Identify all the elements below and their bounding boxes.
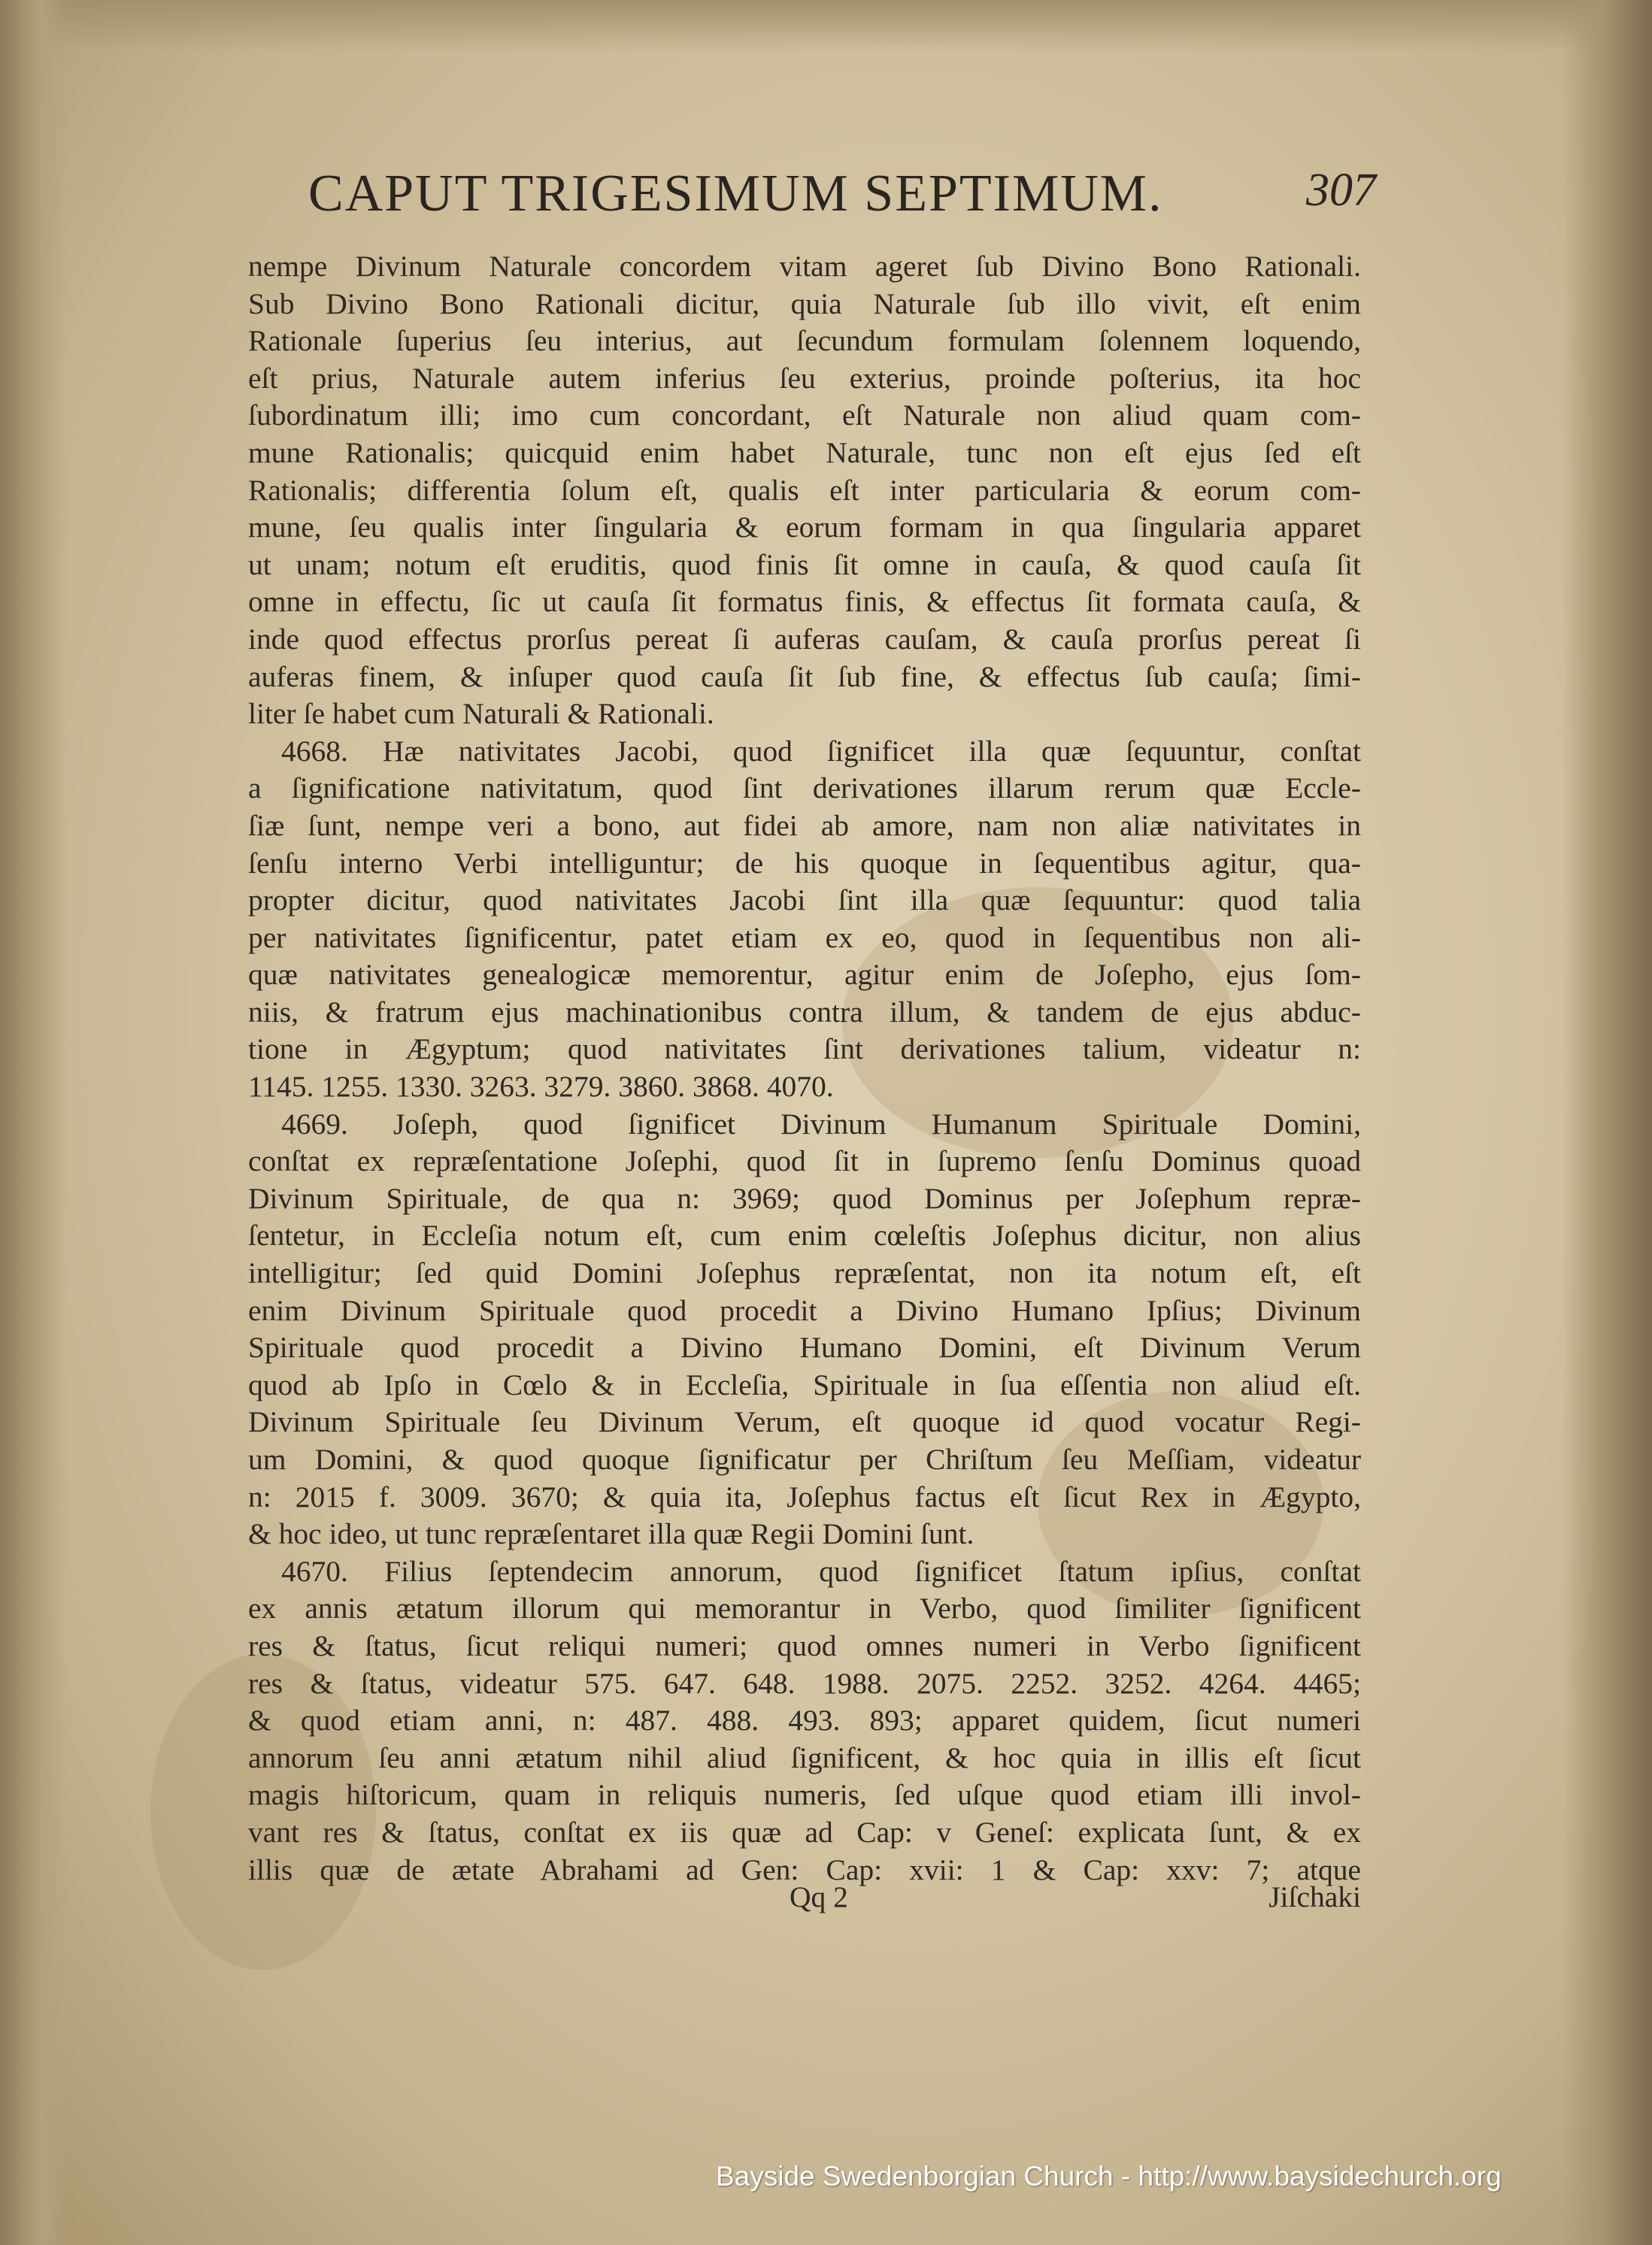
text-line: annorum ſeu anni ætatum nihil aliud ſignificent, & hoc quia in illis eſt ſicut — [248, 1741, 1361, 1774]
text-line: vant res & ſtatus, conſtat ex iis quæ ad Cap: v Geneſ: explicata ſunt, & ex — [248, 1815, 1361, 1849]
text-line: ſentetur, in Eccleſia notum eſt, cum enim cœleſtis Joſephus dicitur, non alius — [248, 1219, 1361, 1253]
paragraph-4669-start: 4669. Joſeph, quod ſignificet Divinum Humanum Spirituale Domini, — [281, 1107, 1361, 1141]
text-line: ſiæ ſunt, nempe veri a bono, aut fidei ab amore, nam non aliæ nativitates in — [248, 808, 1361, 842]
text-line: auferas finem, & inſuper quod cauſa ſit ſub fine, & effectus ſub cauſa; ſimi- — [248, 659, 1361, 693]
text-line: ſenſu interno Verbi intelliguntur; de his quoque in ſequentibus agitur, qua- — [248, 846, 1361, 880]
running-head: CAPUT TRIGESIMUM SEPTIMUM. — [308, 165, 1163, 223]
text-line: conſtat ex repræſentatione Joſephi, quod ſit in ſupremo ſenſu Dominus quoad — [248, 1144, 1361, 1178]
text-line: Divinum Spirituale, de qua n: 3969; quod Dominus per Joſephum repræ- — [248, 1181, 1361, 1215]
text-line: nempe Divinum Naturale concordem vitam ageret ſub Divino Bono Rationali. — [248, 250, 1361, 283]
text-line: ſubordinatum illi; imo cum concordant, eſt Naturale non aliud quam com- — [248, 398, 1361, 432]
text-line: Divinum Spirituale ſeu Divinum Verum, eſt quoque id quod vocatur Regi- — [248, 1405, 1361, 1439]
body-text — [248, 248, 1361, 1889]
page-footer — [248, 1880, 1361, 1917]
text-line: ut unam; notum eſt eruditis, quod finis ſit omne in cauſa, & quod cauſa ſit — [248, 547, 1361, 581]
page-shadow-right — [1562, 0, 1652, 2245]
text-line: propter dicitur, quod nativitates Jacobi ſint illa quæ ſequuntur: quod talia — [248, 883, 1361, 917]
paragraph-end-line: & hoc ideo, ut tunc repræſentaret illa quæ Regii Domini ſunt. — [248, 1517, 975, 1551]
text-line: n: 2015 f. 3009. 3670; & quia ita, Joſephus factus eſt ſicut Rex in Ægypto, — [248, 1480, 1361, 1513]
text-line: intelligitur; ſed quid Domini Joſephus repræſentat, non ita notum eſt, eſt — [248, 1256, 1361, 1290]
text-line: inde quod effectus prorſus pereat ſi auferas cauſam, & cauſa prorſus pereat ſi — [248, 622, 1361, 656]
watermark-caption: Bayside Swedenborgian Church - http://www.baysidechurch.org — [716, 2161, 1502, 2192]
text-line: quod ab Ipſo in Cœlo & in Eccleſia, Spirituale in ſua eſſentia non aliud eſt. — [248, 1368, 1361, 1401]
text-line: niis, & fratrum ejus machinationibus contra illum, & tandem de ejus abduc- — [248, 995, 1361, 1029]
text-line: illis quæ de ætate Abrahami ad Gen: Cap: xvii: 1 & Cap: xxv: 7; atque — [248, 1853, 1361, 1886]
text-line: mune Rationalis; quicquid enim habet Naturale, tunc non eſt ejus ſed eſt — [248, 435, 1361, 469]
text-line: quæ nativitates genealogicæ memorentur, agitur enim de Joſepho, ejus ſom- — [248, 958, 1361, 992]
text-line: Sub Divino Bono Rationali dicitur, quia Naturale ſub illo vivit, eſt enim — [248, 286, 1361, 320]
text-line: & quod etiam anni, n: 487. 488. 493. 893; apparet quidem, ſicut numeri — [248, 1704, 1361, 1738]
text-line: enim Divinum Spirituale quod procedit a Divino Humano Ipſius; Divinum — [248, 1293, 1361, 1327]
text-line: per nativitates ſignificentur, patet etiam ex eo, quod in ſequentibus non ali- — [248, 920, 1361, 954]
text-line: res & ſtatus, ſicut reliqui numeri; quod omnes numeri in Verbo ſignificent — [248, 1628, 1361, 1662]
catchword: Jiſchaki — [1269, 1880, 1361, 1913]
signature-mark: Qq 2 — [790, 1880, 848, 1913]
text-line: Rationale ſuperius ſeu interius, aut ſecundum formulam ſolennem loquendo, — [248, 324, 1361, 358]
text-line: ex annis ætatum illorum qui memorantur in Verbo, quod ſimiliter ſignificent — [248, 1592, 1361, 1625]
page-shadow-left — [0, 0, 68, 2245]
text-line: Spirituale quod procedit a Divino Humano Domini, eſt Divinum Verum — [248, 1331, 1361, 1365]
paragraph-4670-start: 4670. Filius ſeptendecim annorum, quod ſignificet ſtatum ipſius, conſtat — [281, 1554, 1361, 1588]
text-line: omne in effectu, ſic ut cauſa ſit formatus finis, & effectus ſit formata cauſa, & — [248, 585, 1361, 619]
page-header — [308, 164, 1376, 232]
text-line: mune, ſeu qualis inter ſingularia & eorum formam in qua ſingularia apparet — [248, 511, 1361, 544]
page-number: 307 — [1306, 165, 1376, 216]
page-shadow-top — [0, 0, 1652, 53]
paragraph-end-line: 1145. 1255. 1330. 3263. 3279. 3860. 3868. 4070. — [248, 1070, 834, 1104]
text-line: eſt prius, Naturale autem inferius ſeu exterius, proinde poſterius, ita hoc — [248, 361, 1361, 395]
text-line: res & ſtatus, videatur 575. 647. 648. 1988. 2075. 2252. 3252. 4264. 4465; — [248, 1666, 1361, 1700]
text-line: Rationalis; differentia ſolum eſt, qualis eſt inter particularia & eorum com- — [248, 473, 1361, 507]
paragraph-4668-start: 4668. Hæ nativitates Jacobi, quod ſignificet illa quæ ſequuntur, conſtat — [281, 734, 1361, 768]
text-line: magis hiſtoricum, quam in reliquis numeris, ſed uſque quod etiam illi invol- — [248, 1778, 1361, 1812]
paragraph-end-line: liter ſe habet cum Naturali & Rationali. — [248, 697, 714, 731]
text-line: tione in Ægyptum; quod nativitates ſint derivationes talium, videatur n: — [248, 1032, 1361, 1066]
text-line: um Domini, & quod quoque ſignificatur per Chriſtum ſeu Meſſiam, videatur — [248, 1443, 1361, 1476]
text-line: a ſignificatione nativitatum, quod ſint derivationes illarum rerum quæ Eccle- — [248, 771, 1361, 805]
